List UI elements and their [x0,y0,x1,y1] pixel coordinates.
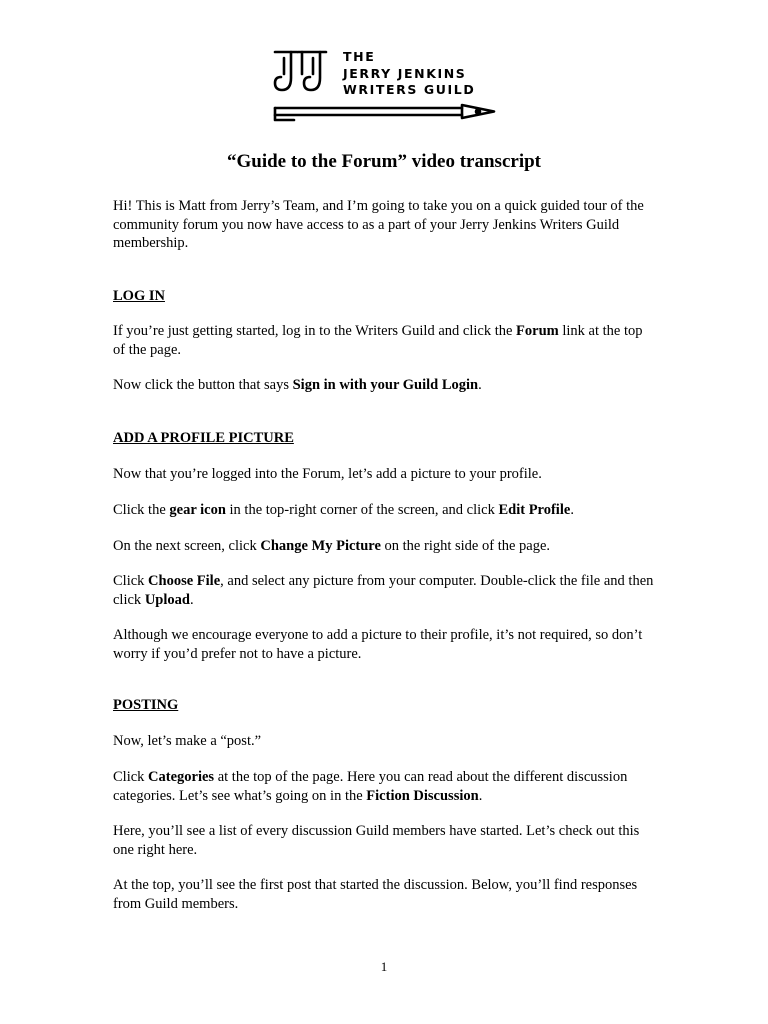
posting-paragraph-2 [113,768,658,805]
bold-categories: Categories [148,769,215,785]
intro-paragraph: Hi! This is Matt from Jerry’s Team, and I’m going to take you on a quick guided tour of the community forum you now have access to as a part of your Jerry Jenkins Writers Guild membership. [113,198,644,251]
text-run: . [478,787,483,804]
document-title: “Guide to the Forum” video transcript [226,151,541,172]
profile-paragraph-5: Although we encourage everyone to add a picture to their profile, it’s not required, so don’t worry if you’d prefer not to have a picture. [113,627,643,662]
text-run: Now click the button that says [113,377,293,393]
bold-change-picture: Change My Picture [260,538,381,554]
profile-paragraph-1: Now that you’re logged into the Forum, let’s add a picture to your profile. [113,466,542,482]
guild-logo [272,44,498,126]
bold-sign-in: Sign in with your Guild Login [292,377,479,393]
text-run: On the next screen, click [113,538,261,554]
bold-forum: Forum [516,323,559,339]
bold-fiction-discussion: Fiction Discussion [366,787,479,804]
posting-paragraph-1: Now, let’s make a “post.” [113,733,262,749]
logo-line-2: JERRY JENKINS [343,65,467,81]
logo-line-1: THE [343,49,376,64]
profile-paragraph-3 [113,537,658,556]
login-paragraph-2 [113,376,658,395]
text-run: in the top-right corner of the screen, and click [225,502,499,518]
login-heading: LOG IN [113,288,165,304]
logo-line-3: WRITERS GUILD [343,82,476,97]
text-run: . [189,591,194,608]
text-run: If you’re just getting started, log in to the Writers Guild and click the [113,323,517,339]
text-run: Click [113,769,149,785]
bold-gear-icon: gear icon [169,502,226,518]
text-run: on the right side of the page. [380,538,551,554]
login-paragraph-1 [113,322,658,359]
bold-choose-file: Choose File [148,573,221,589]
logo-wordmark [343,49,475,99]
text-run: link at the top of the page. [113,323,643,358]
profile-paragraph-4 [113,572,658,609]
text-run: . [478,377,482,393]
profile-paragraph-2 [113,501,658,520]
bold-upload: Upload [144,591,190,608]
posting-heading: POSTING [113,697,179,713]
text-run: , and select any picture from your computer. Double-click the file and then click [113,573,654,608]
page-number: 1 [380,959,388,974]
text-run: Click [113,573,149,589]
posting-paragraph-4: At the top, you’ll see the first post that started the discussion. Below, you’ll find responses from Guild members. [113,877,638,912]
profile-heading: ADD A PROFILE PICTURE [113,430,294,446]
posting-paragraph-3: Here, you’ll see a list of every discussion Guild members have started. Let’s check out this one right here. [113,823,640,858]
text-run: . [570,502,574,518]
text-run: at the top of the page. Here you can read about the different discussion categories. Let’s see what’s going on in the [113,769,628,804]
bold-edit-profile: Edit Profile [498,502,571,518]
text-run: Click the [113,502,170,518]
